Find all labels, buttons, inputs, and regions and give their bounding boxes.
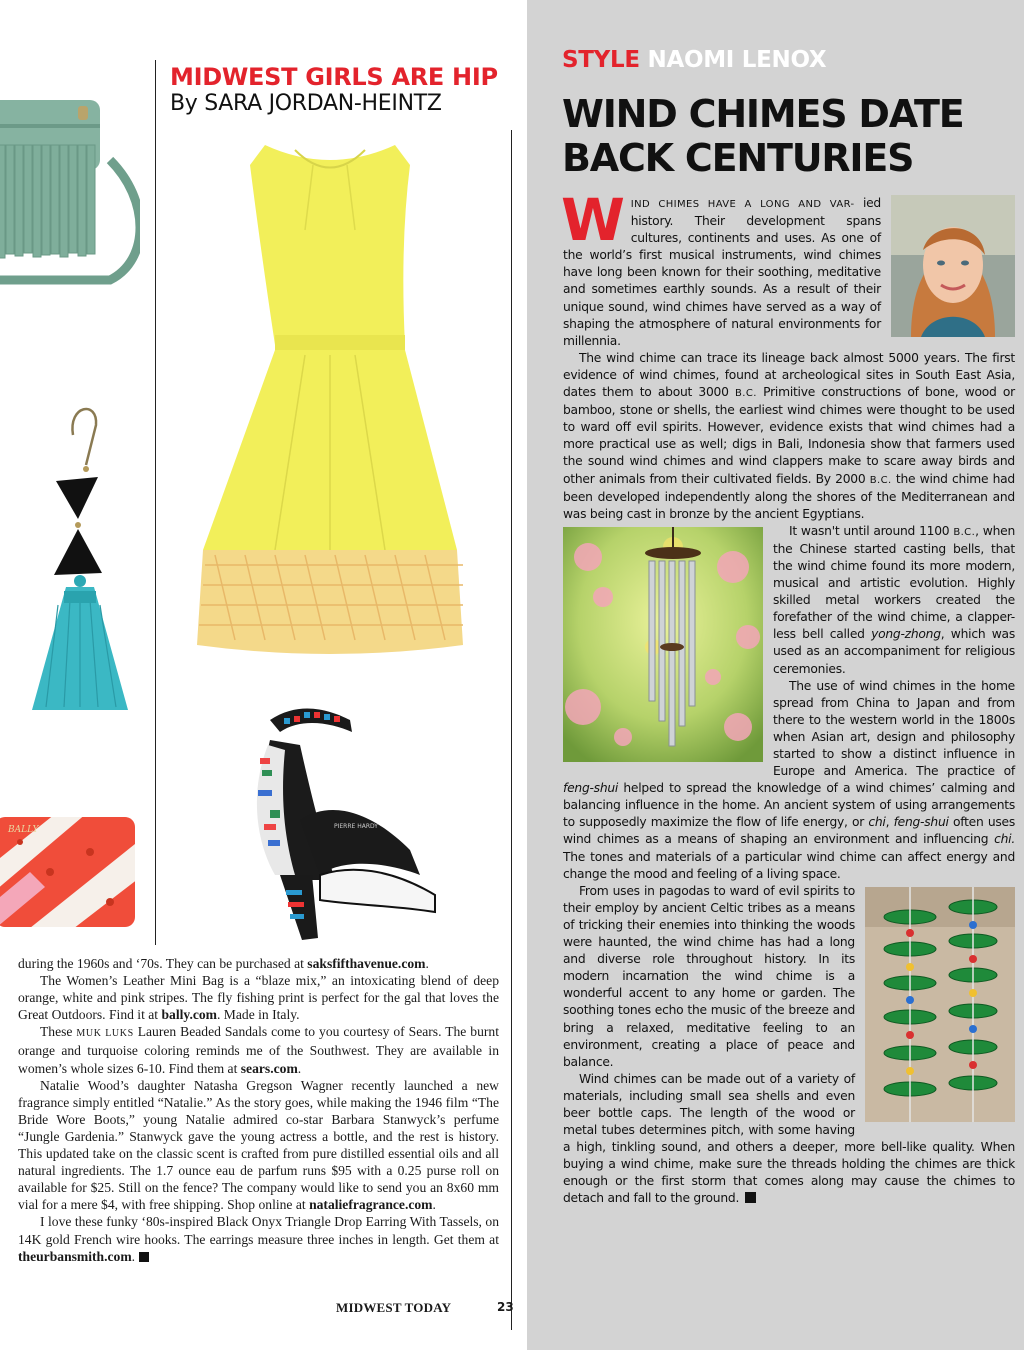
paragraph-natalie (18, 1077, 499, 1214)
page-number: 23 (497, 1300, 514, 1314)
end-mark (745, 1192, 756, 1203)
link-sears: sears.com (240, 1060, 298, 1076)
text-run: It wasn't until around 1100 (789, 523, 954, 538)
bottle-cap-chime-photo (865, 887, 1015, 1122)
paragraph-lineage (563, 350, 1015, 523)
end-mark (139, 1252, 149, 1262)
text-run: , (885, 815, 894, 830)
text-run: The use of wind chimes in the home spread from China to Japan and from there to the western world in the 1800s when Asian art, design and philosophy started to show a distinct influence in Europe and America. The practice of (773, 678, 1015, 779)
wind-chime-photo (563, 527, 763, 762)
link-urbansmith: theurbansmith.com (18, 1248, 132, 1264)
article-headline (562, 92, 1017, 180)
text-run: The wind chime can trace its lineage back almost 5000 years. The first evidence of wind chimes, found at archeological sites in South East Asia, dates them to about 3000 (563, 350, 1015, 400)
text-run: Natalie Wood’s daughter Natasha Gregson Wagner recently launched a new fragrance simply entitled “Natalie.” As the story goes, while making the 1946 film “The Bride Wore Boots,” young Natalie admired co-star Barbara Stanwyck’s perfume “Jungle Gardenia.” Stanwyck gave the young actress a bottle, and the rest is history. This updated take on the classic scent is crafted from pure distilled essential oils and all natural ingredients. The 1.7 ounce eau de parfum runs $95 with a 0.25 purse roll on available for $25. Still on the fence? The company would like to send you an 8x60 mm vial for a mere $4, with free shipping. Shop online at (18, 1077, 499, 1213)
link-saks: saksfifthavenue.com (307, 956, 426, 971)
paragraph-bally (18, 972, 499, 1023)
link-bally: bally.com (161, 1007, 217, 1023)
link-natalie: nataliefragrance.com (309, 1197, 433, 1213)
term-chi: chi (868, 815, 886, 830)
text-run: the wind chime had been developed independently along the shores of the Mediterranean and was being cast in bronze by the ancient Egyptians. (563, 471, 1015, 521)
era-label: B.C. (735, 388, 757, 400)
text-run: The Women’s Leather Mini Bag is a “blaze mix,” an intoxicating blend of deep orange, white and pink stripes. The fly fishing print is perfect for the gal that loves the Great Outdoors. Find it at (18, 973, 499, 1023)
text-run: These (40, 1024, 77, 1040)
section-kicker (562, 47, 826, 73)
author-portrait (891, 195, 1015, 337)
publication-footer: MIDWEST TODAY (336, 1300, 452, 1315)
text-run: Lauren Beaded Sandals come to you courtesy of Sears. The burnt orange and turquoise coloring reminds me of the Southwest. They are available in women’s whole sizes 6-10. Find them at (18, 1024, 499, 1076)
brand-muk-luks: MUK LUKS (76, 1028, 134, 1040)
era-label: B.C. (869, 474, 892, 486)
text-run: , when the Chinese started casting bells, that the wind chime found its more modern, musical and artistic evolution. Highly skilled metal workers created the forefather of the wind chime, a clapper-less bell called (773, 523, 1015, 642)
text-run: . (425, 956, 429, 971)
striped-wallet-image (0, 812, 140, 932)
section-label: STYLE (562, 47, 640, 73)
term-feng-shui: feng-shui (563, 781, 619, 796)
text-run: . (297, 1060, 302, 1076)
paragraph-history: From uses in pagodas to ward of evil spirits to their employ by ancient Celtic tribes as a means of tricking their enemies into thinking the woods were haunted, the wind chime has had a long and diverse role throughout history. In its modern incarnation the wind chime is a wonderful accent to any home or garden. The soothing tones echo the music of the breeze and bring a relaxed, meditative feeling to an environment, creating a place of peace and balance. (563, 883, 855, 1069)
paragraph-saks (18, 955, 499, 972)
headline-line-1: WIND CHIMES DATE (562, 92, 964, 136)
paragraph-urbansmith (18, 1213, 499, 1264)
column-rule-top (155, 60, 156, 945)
page-title: MIDWEST GIRLS ARE HIP (170, 63, 498, 91)
sandal-image (240, 700, 455, 945)
paragraph-sears (18, 1023, 499, 1076)
fringe-bag-image (0, 90, 140, 290)
right-page (527, 0, 1024, 1350)
text-run: helped to spread the knowledge of a wind chimes’ calming and balancing influence in the home. An ancient system of using arrangements to supposedly maximize the flow of life energy, or (563, 781, 1015, 830)
shoe-brand-label: PIERRE HARDY (334, 823, 378, 830)
earring-image (18, 395, 148, 715)
text-run: Wind chimes can be made out of a variety of materials, including small sea shells and even beer bottle caps. The length of the wood or metal tubes determines pitch, with some having a high, tinkling sound, and others a deeper, more bell-like quality. When buying a wind chime, make sure the threads holding the chimes are thick enough or the first storm that comes along may cause the chimes to detach and fall to the ground. (563, 1071, 1015, 1206)
text-run: . (432, 1197, 436, 1213)
term-feng-shui: feng-shui (893, 815, 949, 830)
text-run: Primitive constructions of bone, wood or bamboo, stone or shells, the earliest wind chimes were thought to be used to ward off evil spirits. However, evidence exists that wind chimes had a more practical use as well; digs in Bali, Indonesia show that farmers used the sound wind chimes and wind clappers make to scare away birds and other animals from their cultivated fields. By 2000 (563, 385, 1015, 486)
term-chi: chi. (994, 832, 1015, 847)
intro-caps: IND CHIMES HAVE A LONG AND VAR- (630, 199, 855, 210)
drop-cap: W (561, 186, 625, 254)
article-body (561, 186, 1015, 1208)
text-run: The tones and materials of a particular wind chime can affect energy and change the mood and feeling of a living space. (563, 849, 1015, 881)
era-label: B.C. (953, 526, 976, 538)
text-run: I love these funky ‘80s-inspired Black Onyx Triangle Drop Earring With Tassels, on 14K gold French wire hooks. The earrings measure three inches in length. Get them at (18, 1214, 499, 1247)
text-run: during the 1960s and ‘70s. They can be purchased at (18, 956, 308, 971)
yellow-dress-image (195, 135, 465, 675)
text-run: . (131, 1248, 136, 1264)
column-rule-right (511, 130, 512, 1330)
text-run: ied history. Their development spans cultures, continents and uses. As one of the world’s first musical instruments, wind chimes have long been known for their soothing, meditative and sometimes earthly sounds. As a result of their unique sound, wind chimes have served as a way of shaping the atmosphere of natural environments for millennia. (563, 196, 881, 348)
title-block (170, 64, 520, 117)
text-run: , which was used as an accompaniment for religious ceremonies. (773, 627, 1015, 676)
headline-line-2: BACK CENTURIES (562, 136, 914, 180)
byline: By SARA JORDAN-HEINTZ (170, 91, 442, 116)
text-run: often uses wind chimes as a means of shaping an environment and influencing (563, 815, 1015, 847)
author-label: NAOMI LENOX (647, 47, 827, 73)
term-yong-zhong: yong-zhong (871, 627, 941, 642)
left-body-text (18, 955, 499, 1265)
text-run: . Made in Italy. (217, 1007, 300, 1023)
wallet-brand-label: BALLY (8, 825, 39, 835)
